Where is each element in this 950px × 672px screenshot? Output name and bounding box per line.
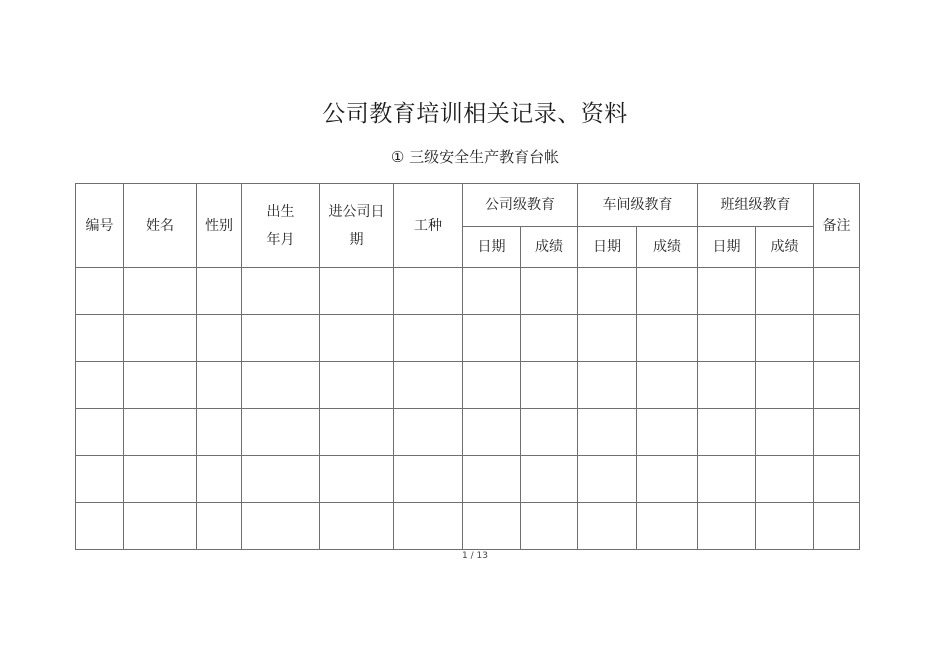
- table-cell[interactable]: [637, 268, 698, 315]
- document-title: 公司教育培训相关记录、资料: [322, 101, 628, 127]
- table-cell[interactable]: [756, 503, 814, 550]
- header-gender: 性别: [197, 184, 242, 268]
- table-cell[interactable]: [124, 315, 197, 362]
- table-cell[interactable]: [698, 456, 756, 503]
- table-cell[interactable]: [394, 456, 463, 503]
- table-cell[interactable]: [814, 268, 860, 315]
- table-cell[interactable]: [814, 409, 860, 456]
- header-company-date: 日期: [463, 227, 521, 268]
- table-cell[interactable]: [394, 315, 463, 362]
- table-cell[interactable]: [463, 456, 521, 503]
- table-cell[interactable]: [814, 315, 860, 362]
- table-cell[interactable]: [637, 315, 698, 362]
- table-cell[interactable]: [242, 268, 320, 315]
- table-cell[interactable]: [197, 315, 242, 362]
- table-cell[interactable]: [756, 456, 814, 503]
- table-cell[interactable]: [242, 456, 320, 503]
- table-cell[interactable]: [124, 409, 197, 456]
- table-cell[interactable]: [756, 268, 814, 315]
- table-cell[interactable]: [521, 503, 578, 550]
- table-cell[interactable]: [463, 362, 521, 409]
- table-cell[interactable]: [578, 456, 637, 503]
- table-cell[interactable]: [124, 268, 197, 315]
- table-cell[interactable]: [578, 362, 637, 409]
- table-cell[interactable]: [637, 503, 698, 550]
- table-cell[interactable]: [197, 409, 242, 456]
- header-join-date: [320, 184, 394, 268]
- table-cell[interactable]: [320, 456, 394, 503]
- table-cell[interactable]: [578, 409, 637, 456]
- table-cell[interactable]: [463, 268, 521, 315]
- header-number: 编号: [76, 184, 124, 268]
- header-company-level: 公司级教育: [463, 184, 578, 227]
- table-cell[interactable]: [320, 362, 394, 409]
- header-birth: [242, 184, 320, 268]
- header-company-score: 成绩: [521, 227, 578, 268]
- table-cell[interactable]: [242, 315, 320, 362]
- table-cell[interactable]: [698, 268, 756, 315]
- table-cell[interactable]: [76, 362, 124, 409]
- table-cell[interactable]: [521, 409, 578, 456]
- table-cell[interactable]: [814, 456, 860, 503]
- header-workshop-date: 日期: [578, 227, 637, 268]
- table-cell[interactable]: [242, 362, 320, 409]
- table-row: [76, 315, 860, 362]
- table-cell[interactable]: [521, 362, 578, 409]
- table-cell[interactable]: [320, 268, 394, 315]
- table-row: [76, 409, 860, 456]
- table-cell[interactable]: [197, 456, 242, 503]
- table-cell[interactable]: [521, 268, 578, 315]
- table-cell[interactable]: [637, 362, 698, 409]
- table-cell[interactable]: [698, 409, 756, 456]
- header-team-date: 日期: [698, 227, 756, 268]
- table-row: [76, 268, 860, 315]
- table-cell[interactable]: [578, 268, 637, 315]
- table-cell[interactable]: [242, 409, 320, 456]
- header-job-type: 工种: [394, 184, 463, 268]
- header-team-score: 成绩: [756, 227, 814, 268]
- header-join-line2: 期: [349, 231, 364, 248]
- table-cell[interactable]: [521, 315, 578, 362]
- table-cell[interactable]: [124, 362, 197, 409]
- table-cell[interactable]: [320, 503, 394, 550]
- table-cell[interactable]: [76, 503, 124, 550]
- header-name: 姓名: [124, 184, 197, 268]
- table-cell[interactable]: [698, 315, 756, 362]
- header-workshop-level: 车间级教育: [578, 184, 698, 227]
- table-cell[interactable]: [76, 409, 124, 456]
- table-cell[interactable]: [394, 362, 463, 409]
- table-cell[interactable]: [814, 362, 860, 409]
- page-indicator: 1 / 13: [462, 551, 488, 561]
- table-cell[interactable]: [320, 409, 394, 456]
- header-join-line1: 进公司日: [328, 203, 385, 220]
- table-cell[interactable]: [394, 268, 463, 315]
- table-cell[interactable]: [756, 315, 814, 362]
- table-cell[interactable]: [578, 503, 637, 550]
- header-birth-line2: 年月: [266, 231, 295, 248]
- table-cell[interactable]: [463, 409, 521, 456]
- header-workshop-score: 成绩: [637, 227, 698, 268]
- header-row-1: [76, 184, 860, 227]
- table-cell[interactable]: [521, 456, 578, 503]
- table-cell[interactable]: [756, 409, 814, 456]
- table-cell[interactable]: [197, 503, 242, 550]
- education-ledger-table: [75, 183, 860, 550]
- table-cell[interactable]: [463, 503, 521, 550]
- table-cell[interactable]: [76, 315, 124, 362]
- table-cell[interactable]: [756, 362, 814, 409]
- header-birth-line1: 出生: [266, 203, 295, 220]
- table-cell[interactable]: [394, 503, 463, 550]
- header-remarks: 备注: [814, 184, 860, 268]
- table-row: [76, 503, 860, 550]
- table-cell[interactable]: [463, 315, 521, 362]
- table-row: [76, 362, 860, 409]
- table-cell[interactable]: [320, 315, 394, 362]
- table-cell[interactable]: [394, 409, 463, 456]
- table-cell[interactable]: [637, 409, 698, 456]
- table-cell[interactable]: [124, 456, 197, 503]
- table-cell[interactable]: [197, 268, 242, 315]
- table-cell[interactable]: [814, 503, 860, 550]
- table-cell[interactable]: [698, 362, 756, 409]
- table-cell[interactable]: [637, 456, 698, 503]
- table-cell[interactable]: [242, 503, 320, 550]
- table-cell[interactable]: [578, 315, 637, 362]
- table-cell[interactable]: [76, 456, 124, 503]
- table-cell[interactable]: [698, 503, 756, 550]
- table-row: [76, 456, 860, 503]
- header-team-level: 班组级教育: [698, 184, 814, 227]
- table-cell[interactable]: [76, 268, 124, 315]
- table-cell[interactable]: [124, 503, 197, 550]
- table-body: [76, 268, 860, 550]
- document-subtitle: ① 三级安全生产教育台帐: [390, 148, 560, 166]
- table-cell[interactable]: [197, 362, 242, 409]
